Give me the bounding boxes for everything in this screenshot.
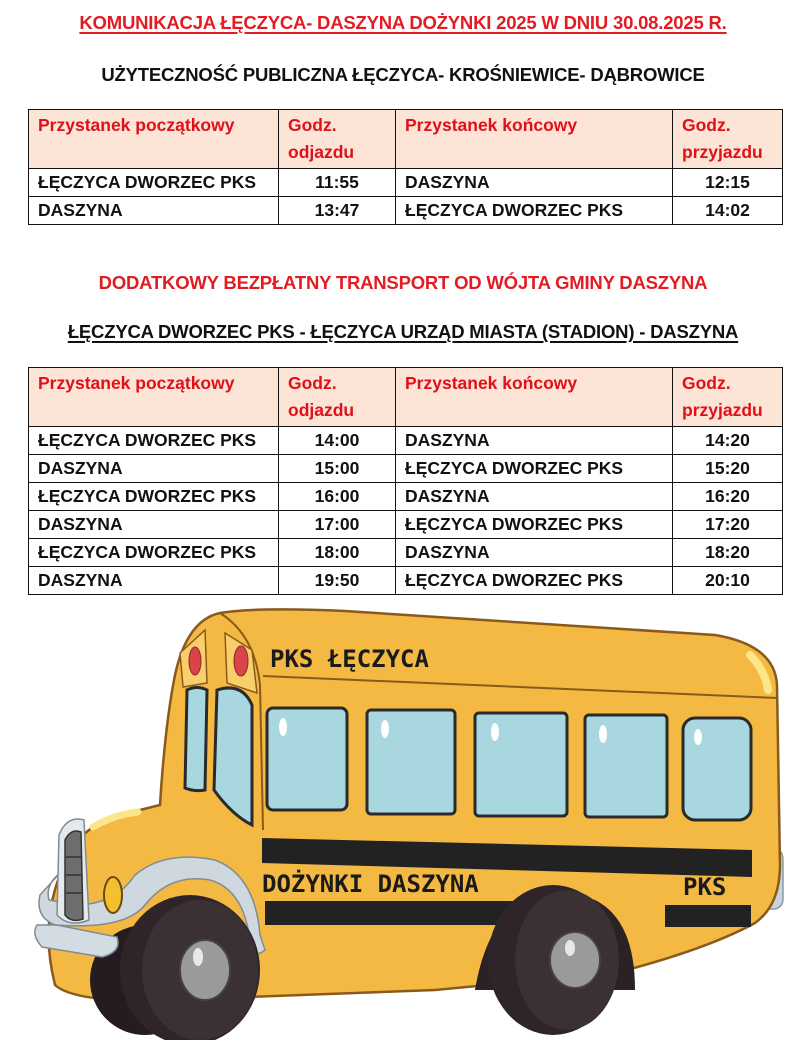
end-stop-cell: ŁĘCZYCA DWORZEC PKS (396, 455, 673, 483)
end-stop-cell: ŁĘCZYCA DWORZEC PKS (396, 197, 673, 225)
departure-cell: 16:00 (279, 483, 396, 511)
side-window (475, 713, 567, 816)
arrival-cell: 14:20 (673, 427, 783, 455)
school-bus-illustration (15, 605, 795, 1040)
side-window (585, 715, 667, 817)
window-glare (694, 729, 702, 745)
arrival-cell: 18:20 (673, 539, 783, 567)
main-title: KOMUNIKACJA ŁĘCZYCA- DASZYNA DOŻYNKI 2025 W DNIU 30.08.2025 R. (79, 12, 727, 33)
arrival-cell: 12:15 (673, 169, 783, 197)
body-stripe-bottom-rear (665, 905, 751, 927)
front-grille (57, 819, 89, 923)
headlight (104, 877, 122, 913)
warning-light-right (234, 646, 248, 676)
departure-cell: 11:55 (279, 169, 396, 197)
side-window (367, 710, 455, 814)
start-stop-cell: DASZYNA (29, 567, 279, 595)
arrival-cell: 14:02 (673, 197, 783, 225)
arrival-cell: 16:20 (673, 483, 783, 511)
table-row (29, 511, 783, 539)
end-stop-cell: ŁĘCZYCA DWORZEC PKS (396, 567, 673, 595)
table-row (29, 455, 783, 483)
table-header-row (29, 368, 783, 427)
table-row (29, 427, 783, 455)
arrival-cell: 15:20 (673, 455, 783, 483)
col-header-arrival: Godz. przyjazdu (673, 368, 783, 427)
body-stripe-bottom-front (265, 901, 513, 925)
side-window (683, 718, 751, 820)
end-stop-cell: DASZYNA (396, 539, 673, 567)
window-glare (381, 720, 389, 738)
end-stop-cell: DASZYNA (396, 169, 673, 197)
table-row (29, 539, 783, 567)
departure-cell: 19:50 (279, 567, 396, 595)
start-stop-cell: ŁĘCZYCA DWORZEC PKS (29, 169, 279, 197)
table-row (29, 169, 783, 197)
table-header-row (29, 110, 783, 169)
table-row (29, 483, 783, 511)
bus-side-label: DOŻYNKI DASZYNA (262, 870, 479, 898)
schedule-table-public (28, 109, 783, 225)
col-header-start-stop: Przystanek początkowy (29, 368, 279, 427)
rear-hubcap (550, 932, 600, 988)
window-glare (279, 718, 287, 736)
window-glare (491, 723, 499, 741)
bus-rear-label: PKS (683, 873, 727, 901)
end-stop-cell: DASZYNA (396, 427, 673, 455)
side-window (267, 708, 347, 810)
col-header-departure: Godz. odjazdu (279, 110, 396, 169)
end-stop-cell: DASZYNA (396, 483, 673, 511)
end-stop-cell: ŁĘCZYCA DWORZEC PKS (396, 511, 673, 539)
col-header-departure: Godz. odjazdu (279, 368, 396, 427)
start-stop-cell: DASZYNA (29, 455, 279, 483)
departure-cell: 15:00 (279, 455, 396, 483)
arrival-cell: 20:10 (673, 567, 783, 595)
departure-cell: 14:00 (279, 427, 396, 455)
table-row (29, 197, 783, 225)
col-header-start-stop: Przystanek początkowy (29, 110, 279, 169)
window-glare (599, 725, 607, 743)
departure-cell: 18:00 (279, 539, 396, 567)
start-stop-cell: ŁĘCZYCA DWORZEC PKS (29, 483, 279, 511)
col-header-arrival: Godz. przyjazdu (673, 110, 783, 169)
col-header-end-stop: Przystanek końcowy (396, 110, 673, 169)
schedule-table-free-transport (28, 367, 783, 595)
front-window-left (185, 688, 207, 791)
departure-cell: 13:47 (279, 197, 396, 225)
section2-title: DODATKOWY BEZPŁATNY TRANSPORT OD WÓJTA GMINY DASZYNA (98, 272, 708, 293)
start-stop-cell: ŁĘCZYCA DWORZEC PKS (29, 427, 279, 455)
departure-cell: 17:00 (279, 511, 396, 539)
start-stop-cell: DASZYNA (29, 511, 279, 539)
table-row (29, 567, 783, 595)
bus-top-label: PKS ŁĘCZYCA (270, 645, 429, 673)
start-stop-cell: DASZYNA (29, 197, 279, 225)
section2-route: ŁĘCZYCA DWORZEC PKS - ŁĘCZYCA URZĄD MIASTA (STADION) - DASZYNA (67, 321, 739, 342)
start-stop-cell: ŁĘCZYCA DWORZEC PKS (29, 539, 279, 567)
arrival-cell: 17:20 (673, 511, 783, 539)
col-header-end-stop: Przystanek końcowy (396, 368, 673, 427)
warning-light-left (189, 647, 201, 675)
front-hubcap (180, 940, 230, 1000)
section1-title: UŻYTECZNOŚĆ PUBLICZNA ŁĘCZYCA- KROŚNIEWICE- DĄBROWICE (101, 64, 705, 85)
